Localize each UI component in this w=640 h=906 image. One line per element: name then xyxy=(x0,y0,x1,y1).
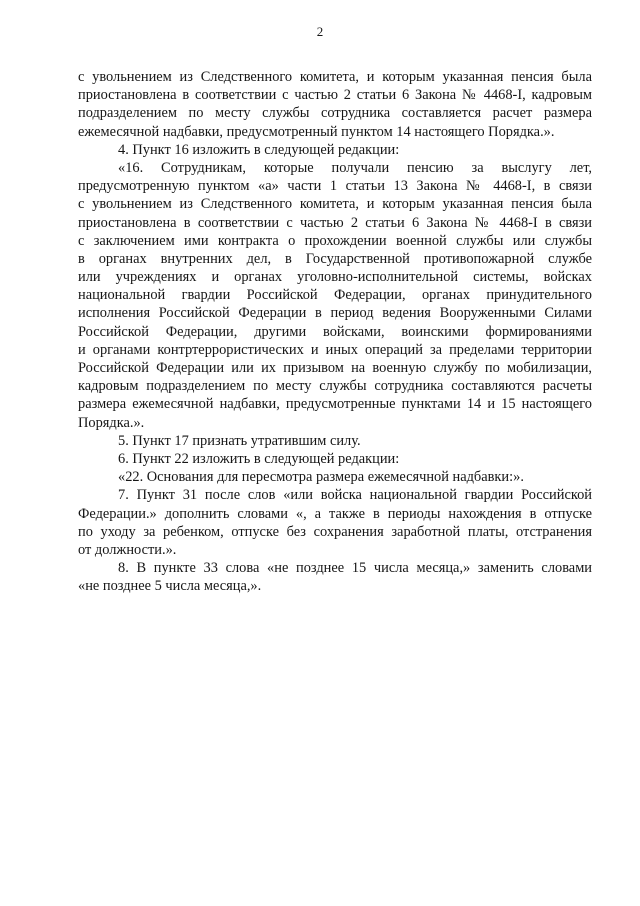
text-line: исполнения Российской Федерации в период ведения Вооруженными Силами xyxy=(78,305,592,322)
text-line: подразделением по месту службы сотрудника составляется расчет размера xyxy=(78,105,592,122)
text-line: «22. Основания для пересмотра размера ежемесячной надбавки:». xyxy=(118,469,524,486)
text-line: от должности.». xyxy=(78,541,177,558)
page-number: 2 xyxy=(316,24,324,39)
text-line: кадровым подразделением по месту службы сотрудника составляются расчеты xyxy=(78,378,592,395)
text-line: ежемесячной надбавки, предусмотренный пунктом 14 настоящего Порядка.». xyxy=(78,123,555,140)
text-line: Российской Федерации или их призывом на военную службу по мобилизации, xyxy=(78,360,592,376)
text-line: «не позднее 5 числа месяца,». xyxy=(78,578,262,595)
text-line: и органами контртеррористических и иных операций за пределами территории xyxy=(78,341,592,358)
text-line: в органах внутренних дел, в Государственной противопожарной службе xyxy=(78,250,592,267)
text-line: с увольнением из Следственного комитета, и которым указанная пенсия была xyxy=(78,69,592,85)
text-line: приостановлена в соответствии с частью 2 статьи 6 Закона № 4468-I, кадровым xyxy=(78,87,592,104)
text-line: по уходу за ребенком, отпуске без сохранения заработной платы, отстранения xyxy=(78,523,592,540)
text-line: приостановлена в соответствии с частью 2 статьи 6 Закона № 4468-I в связи xyxy=(78,214,592,231)
text-line: национальной гвардии Российской Федерации, органах принудительного xyxy=(78,287,592,304)
text-line: 4. Пункт 16 изложить в следующей редакции: xyxy=(118,141,400,158)
text-line: 7. Пункт 31 после слов «или войска национальной гвардии Российской xyxy=(118,487,592,504)
text-line: или учреждениях и органах уголовно-исполнительной системы, войсках xyxy=(78,269,592,286)
text-line: 8. В пункте 33 слова «не позднее 15 числа месяца,» заменить словами xyxy=(118,560,592,577)
text-line: с заключением ими контракта о прохождении военной службы или службы xyxy=(78,232,592,249)
text-line: предусмотренную пунктом «а» части 1 статьи 13 Закона № 4468-I, в связи xyxy=(78,178,592,195)
text-line: Федерации.» дополнить словами «, а также в периоды нахождения в отпуске xyxy=(78,505,592,522)
text-line: с увольнением из Следственного комитета, и которым указанная пенсия была xyxy=(78,196,592,213)
text-line: Порядка.». xyxy=(78,414,145,431)
text-line: «16. Сотрудникам, которые получали пенсию за выслугу лет, xyxy=(118,159,592,176)
text-line: размера ежемесячной надбавки, предусмотренные пунктами 14 и 15 настоящего xyxy=(78,396,592,413)
text-line: 6. Пункт 22 изложить в следующей редакции: xyxy=(118,450,400,467)
text-line: 5. Пункт 17 признать утратившим силу. xyxy=(118,432,361,449)
text-line: Российской Федерации, другими войсками, воинскими формированиями xyxy=(78,323,592,340)
document-body xyxy=(78,68,592,595)
